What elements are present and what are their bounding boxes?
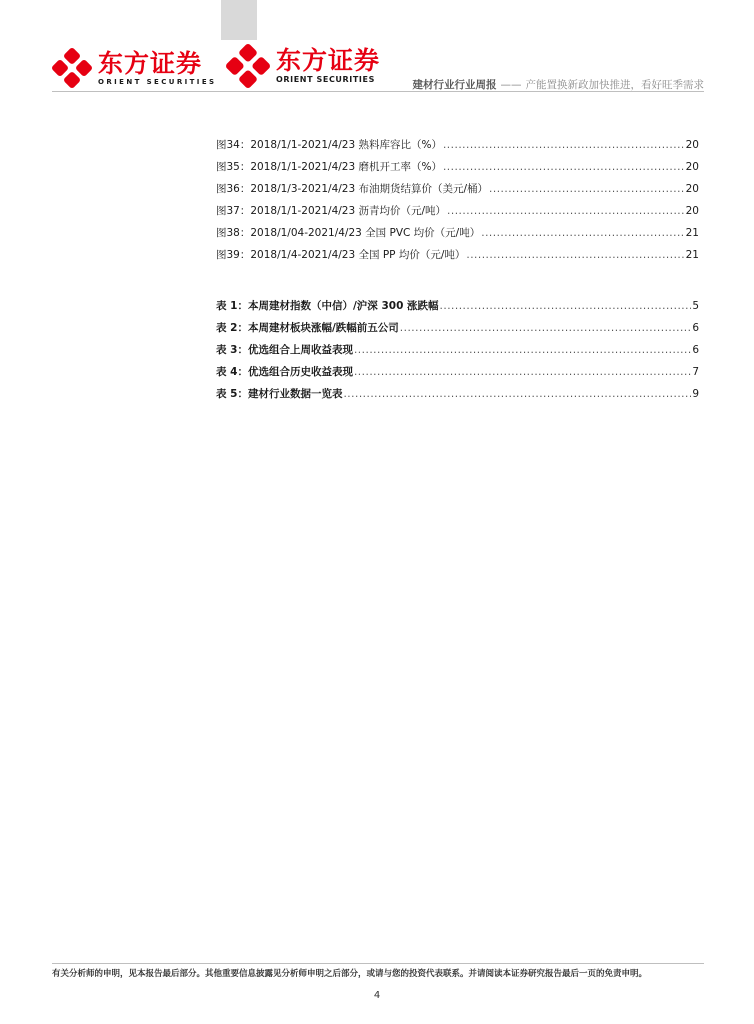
toc-leader bbox=[354, 361, 691, 383]
toc-entry-label: 表 1：本周建材指数（中信）/沪深 300 涨跌幅 bbox=[216, 300, 439, 312]
toc-entry-label: 表 5：建材行业数据一览表 bbox=[216, 388, 343, 400]
logo-large-en: ORIENT SECURITIES bbox=[276, 75, 375, 84]
toc-table-row[interactable] bbox=[216, 339, 699, 361]
toc-leader bbox=[466, 244, 684, 266]
header-dash: —— bbox=[500, 79, 522, 91]
header-divider bbox=[52, 91, 704, 92]
footer-divider bbox=[52, 963, 704, 964]
orient-logo-mark-icon bbox=[52, 48, 92, 88]
toc-figures-list bbox=[216, 134, 699, 266]
orient-securities-logo-large bbox=[226, 44, 380, 88]
toc-figure-row[interactable] bbox=[216, 156, 699, 178]
logo-small-en: ORIENT SECURITIES bbox=[98, 77, 217, 86]
toc-entry-label: 图39：2018/1/4-2021/4/23 全国 PP 均价（元/吨） bbox=[216, 249, 466, 261]
toc-figure-row[interactable] bbox=[216, 178, 699, 200]
toc-leader bbox=[343, 383, 691, 405]
report-header-title bbox=[413, 77, 705, 92]
page-number: 4 bbox=[373, 990, 381, 1001]
toc-leader bbox=[440, 295, 692, 317]
toc-entry-page: 6 bbox=[692, 322, 699, 334]
toc-entry-label: 图37：2018/1/1-2021/4/23 沥青均价（元/吨） bbox=[216, 205, 447, 217]
report-subtitle: 产能置换新政加快推进，看好旺季需求 bbox=[525, 79, 704, 91]
toc-table-row[interactable] bbox=[216, 317, 699, 339]
toc-leader bbox=[400, 317, 692, 339]
toc-entry-page: 5 bbox=[692, 300, 699, 312]
logo-small-cn: 东方证券 bbox=[98, 48, 203, 78]
toc-entry-page: 6 bbox=[692, 344, 699, 356]
toc-entry-page: 20 bbox=[685, 183, 699, 195]
toc-entry-page: 21 bbox=[685, 227, 699, 239]
toc-leader bbox=[443, 156, 685, 178]
toc-figure-row[interactable] bbox=[216, 134, 699, 156]
toc-figure-row[interactable] bbox=[216, 222, 699, 244]
orient-securities-logo-small bbox=[52, 48, 216, 88]
toc-leader bbox=[443, 134, 685, 156]
toc-entry-page: 9 bbox=[692, 388, 699, 400]
toc-entry-label: 表 4：优选组合历史收益表现 bbox=[216, 366, 353, 378]
toc-table-row[interactable] bbox=[216, 361, 699, 383]
toc-table-row[interactable] bbox=[216, 383, 699, 405]
toc-leader bbox=[354, 339, 691, 361]
toc-entry-page: 20 bbox=[685, 139, 699, 151]
orient-logo-mark-icon bbox=[226, 44, 270, 88]
toc-figure-row[interactable] bbox=[216, 200, 699, 222]
toc-tables-list bbox=[216, 295, 699, 405]
toc-entry-page: 20 bbox=[685, 161, 699, 173]
toc-entry-page: 21 bbox=[685, 249, 699, 261]
toc-entry-label: 图35：2018/1/1-2021/4/23 磨机开工率（%） bbox=[216, 161, 442, 173]
toc-entry-page: 20 bbox=[685, 205, 699, 217]
toc-leader bbox=[489, 178, 685, 200]
header-gray-tab bbox=[221, 0, 257, 40]
toc-entry-label: 表 2：本周建材板块涨幅/跌幅前五公司 bbox=[216, 322, 399, 334]
report-type: 建材行业行业周报 bbox=[412, 79, 497, 91]
toc-entry-label: 图34：2018/1/1-2021/4/23 熟料库容比（%） bbox=[216, 139, 442, 151]
footer-disclaimer: 有关分析师的申明，见本报告最后部分。其他重要信息披露见分析师申明之后部分，或请与您的投资代表联系。并请阅读本证券研究报告最后一页的免责申明。 bbox=[52, 969, 648, 979]
toc-leader bbox=[447, 200, 685, 222]
toc-figure-row[interactable] bbox=[216, 244, 699, 266]
logo-large-cn: 东方证券 bbox=[276, 46, 381, 75]
toc-leader bbox=[481, 222, 684, 244]
toc-entry-label: 表 3：优选组合上周收益表现 bbox=[216, 344, 353, 356]
toc-entry-label: 图36：2018/1/3-2021/4/23 布油期货结算价（美元/桶） bbox=[216, 183, 489, 195]
toc-entry-label: 图38：2018/1/04-2021/4/23 全国 PVC 均价（元/吨） bbox=[216, 227, 481, 239]
toc-entry-page: 7 bbox=[692, 366, 699, 378]
toc-table-row[interactable] bbox=[216, 295, 699, 317]
